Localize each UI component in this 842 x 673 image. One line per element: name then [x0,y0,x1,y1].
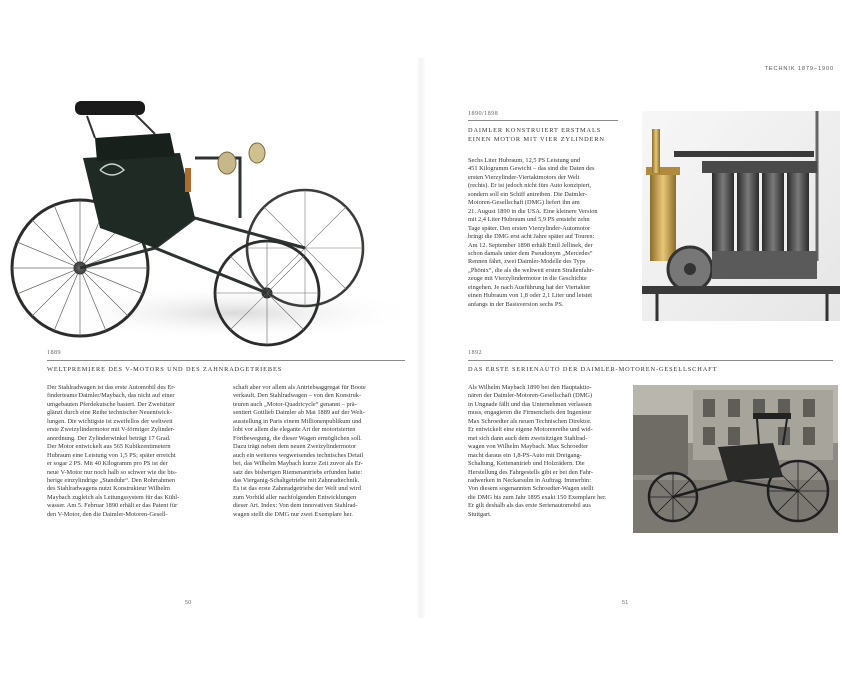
running-head: TECHNIK 1879–1900 [764,66,834,72]
serienauto-body: Als Wilhelm Maybach 1890 bei den Hauptaktio- nären der Daimler-Motoren-Gesellschaft (DMG) in Ungnade fällt und das Unternehmen verlassen muss, engagieren die Firmenchefs den Ingenieur Max Schroedter als neuen Technischen Direktor. Er entwickelt eine eigene Motorenreihe und wid- met sich dann auch dem zweisitzigen Stahlrad- wagen von Wilhelm Maybach. Max Schroedter macht daraus ein 1,8-PS-Auto mit Dreigang- Schaltung, Kettenantrieb und Holzrädern. Die Herstellung des Fahrgestells gibt er bei den Fahr- radwerken in Neckarsulm in Auftrag. Immerhin: Von diesem sogenannten Schroedter-Wagen stellt die DMG bis zum Jahr 1895 exakt 150 Exemplare her. Er gilt deshalb als das erste Serienautomobil aus Stuttgart. [468,384,607,518]
book-gutter [416,58,426,618]
engine-heading-line-2: EINEN MOTOR MIT VIER ZYLINDERN [468,136,605,143]
four-cylinder-engine-photo [642,111,840,321]
engine-year: 1890/1898 [468,110,499,117]
left-page-number: 50 [185,600,192,606]
section-year: 1889 [47,349,61,356]
serienauto-heading: DAS ERSTE SERIENAUTO DER DAIMLER-MOTOREN-GESELLSCHAFT [468,366,718,373]
section-rule [47,360,405,361]
section-heading: WELTPREMIERE DES V-MOTORS UND DES ZAHNRADGETRIEBES [47,366,283,373]
engine-body: Sechs Liter Hubraum, 12,5 PS Leistung und 451 Kilogramm Gewicht – das sind die Daten des ersten Vierzylinder-Viertaktmotors der Welt (rechts). Er ist jedoch nicht fürs Auto konzipiert, sondern soll ein Schiff antreiben. Die Daimler- Motoren-Gesellschaft (DMG) liefert ihn am 21. August 1890 in die USA. Eine kleinere Version mit 2,4 Liter Hubraum und 5,9 PS entsteht zehn Tage später. Den ersten Vierzylinder-Automotor bringt die DMG erst acht Jahre später auf Touren: Am 12. September 1898 erhält Emil Jellinek, der schon damals unter dem Pseudonym „Mercedes“ Rennen fährt, zwei Daimler-Modelle des Typs „Phönix“, die als die weltweit ersten Straßenfahr- zeuge mit Vierzylindermotor in die Geschichte eingehen. Je nach Ausführung hat der Viertakter einen Hubraum von 1,8 oder 2,1 Liter und leistet anfangs in der Basisversion sechs PS. [468,157,598,308]
serienauto-rule [468,360,833,361]
schroedter-wagen-photo [633,385,838,533]
right-page-number: 51 [622,600,629,606]
engine-rule [468,120,618,121]
body-column-2: schaft aber vor allem als Antriebsaggregat für Boote verkauft. Den Stahlradwagen – von den Konstruk- teuren auch „Motor-Quadricycle“ genannt – prä- sentiert Gottlieb Daimler ab Mai 1889 auf der Welt- ausstellung in Paris einem Millionenpublikum und lobt vor allem die elegante Art der motorisierten Fortbewegung, die dieser Wagen ermöglichen soll. Dazu trägt neben dem neuen Zweizylindermotor auch ein weiteres wegweisendes technisches Detail bei, das Wilhelm Maybach kurze Zeit zuvor als Er- satz des bisherigen Riemenantriebs erfunden hatte: das Vierganig-Schaltgetriebe mit Zahnradtechnik. Es ist das erste Zahnradgetriebe der Welt und wird zum Vorbild aller nachfolgenden Entwicklungen dieser Art. Index: Von dem innovativen Stahlrad- wagen stellt die DMG nur zwei Exemplare her. [233,384,366,518]
body-column-1: Der Stahlradwagen ist das erste Automobil des Er- finderteams Daimler/Maybach, das nicht auf einer umgebauten Pferdekutsche basiert. Der Zweisitzer glänzt durch eine Reihe technischer Neuentwick- lungen. Die wichtigste ist zweifellos der weltweit erste Zweizylindermotor mit V-förmiger Zylinder- anordnung. Der Zylinderwinkel beträgt 17 Grad. Der Motor entwickelt aus 565 Kubikzentimetern Hubraum eine Leistung von 1,5 PS; später erreicht er sogar 2 PS. Mit 40 Kilogramm pro PS ist der neue V-Motor nur noch halb so schwer wie die bis- herige einzylindrige „Standuhr“. Den Rohrrahmen des Stahlradwagens nutzt Konstrukteur Wilhelm Maybach zugleich als Leitungssystem für das Kühl- wasser. Am 5. Februar 1890 erhält er das Patent für den V-Motor, den die Daimler-Motoren-Gesell- [47,384,180,518]
serienauto-year: 1892 [468,349,482,356]
engine-heading-line-1: DAIMLER KONSTRUIERT ERSTMALS [468,127,602,134]
stahlradwagen-photo [5,98,410,348]
